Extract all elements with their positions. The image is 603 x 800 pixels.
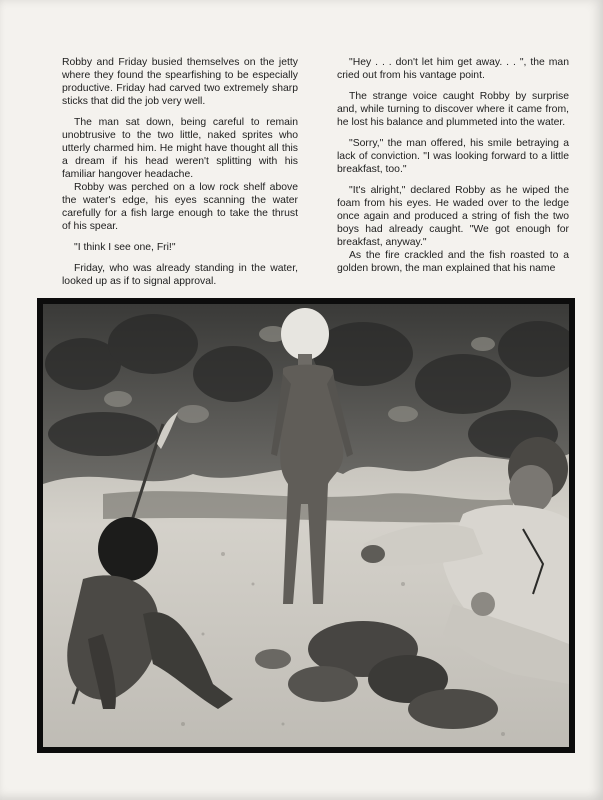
paragraph: The man sat down, being careful to remain unobtrusive to the two little, naked sprites who utterly charmed him. He might have thought all this a dream if his head weren't splitting with his familiar hangover headache.: [62, 117, 298, 180]
paragraph: Friday, who was already standing in the water, looked up as if to signal approval.: [62, 263, 298, 287]
paragraph: Robby and Friday busied themselves on the jetty where they found the spearfishing to be especially productive. Friday had carved two extremely sharp sticks that did the job very well.: [62, 57, 298, 107]
paragraph: "Hey . . . don't let him get away. . . ", the man cried out from his vantage point.: [337, 57, 569, 81]
beach-photo-illustration: [43, 304, 569, 747]
text-column-left: [62, 56, 298, 296]
text-column-right: [337, 56, 569, 283]
beach-photo: [43, 304, 569, 747]
paragraph: The strange voice caught Robby by surprise and, while turning to discover where it came from, he lost his balance and plummeted into the water.: [337, 91, 569, 128]
paragraph: As the fire crackled and the fish roasted to a golden brown, the man explained that his name: [337, 250, 569, 274]
paragraph: Robby was perched on a low rock shelf above the water's edge, his eyes scanning the water carefully for a fish large enough to take the thrust of his spear.: [62, 182, 298, 232]
paragraph: "It's alright," declared Robby as he wiped the foam from his eyes. He waded over to the ledge once again and produced a string of fish the two boys had already caught. "We got enough for breakfast, anyway.": [337, 185, 569, 248]
photo-frame: [37, 298, 575, 753]
paragraph: "Sorry," the man offered, his smile betraying a lack of conviction. "I was looking forward to a little breakfast, too.": [337, 138, 569, 175]
paragraph: "I think I see one, Fri!": [74, 242, 176, 253]
